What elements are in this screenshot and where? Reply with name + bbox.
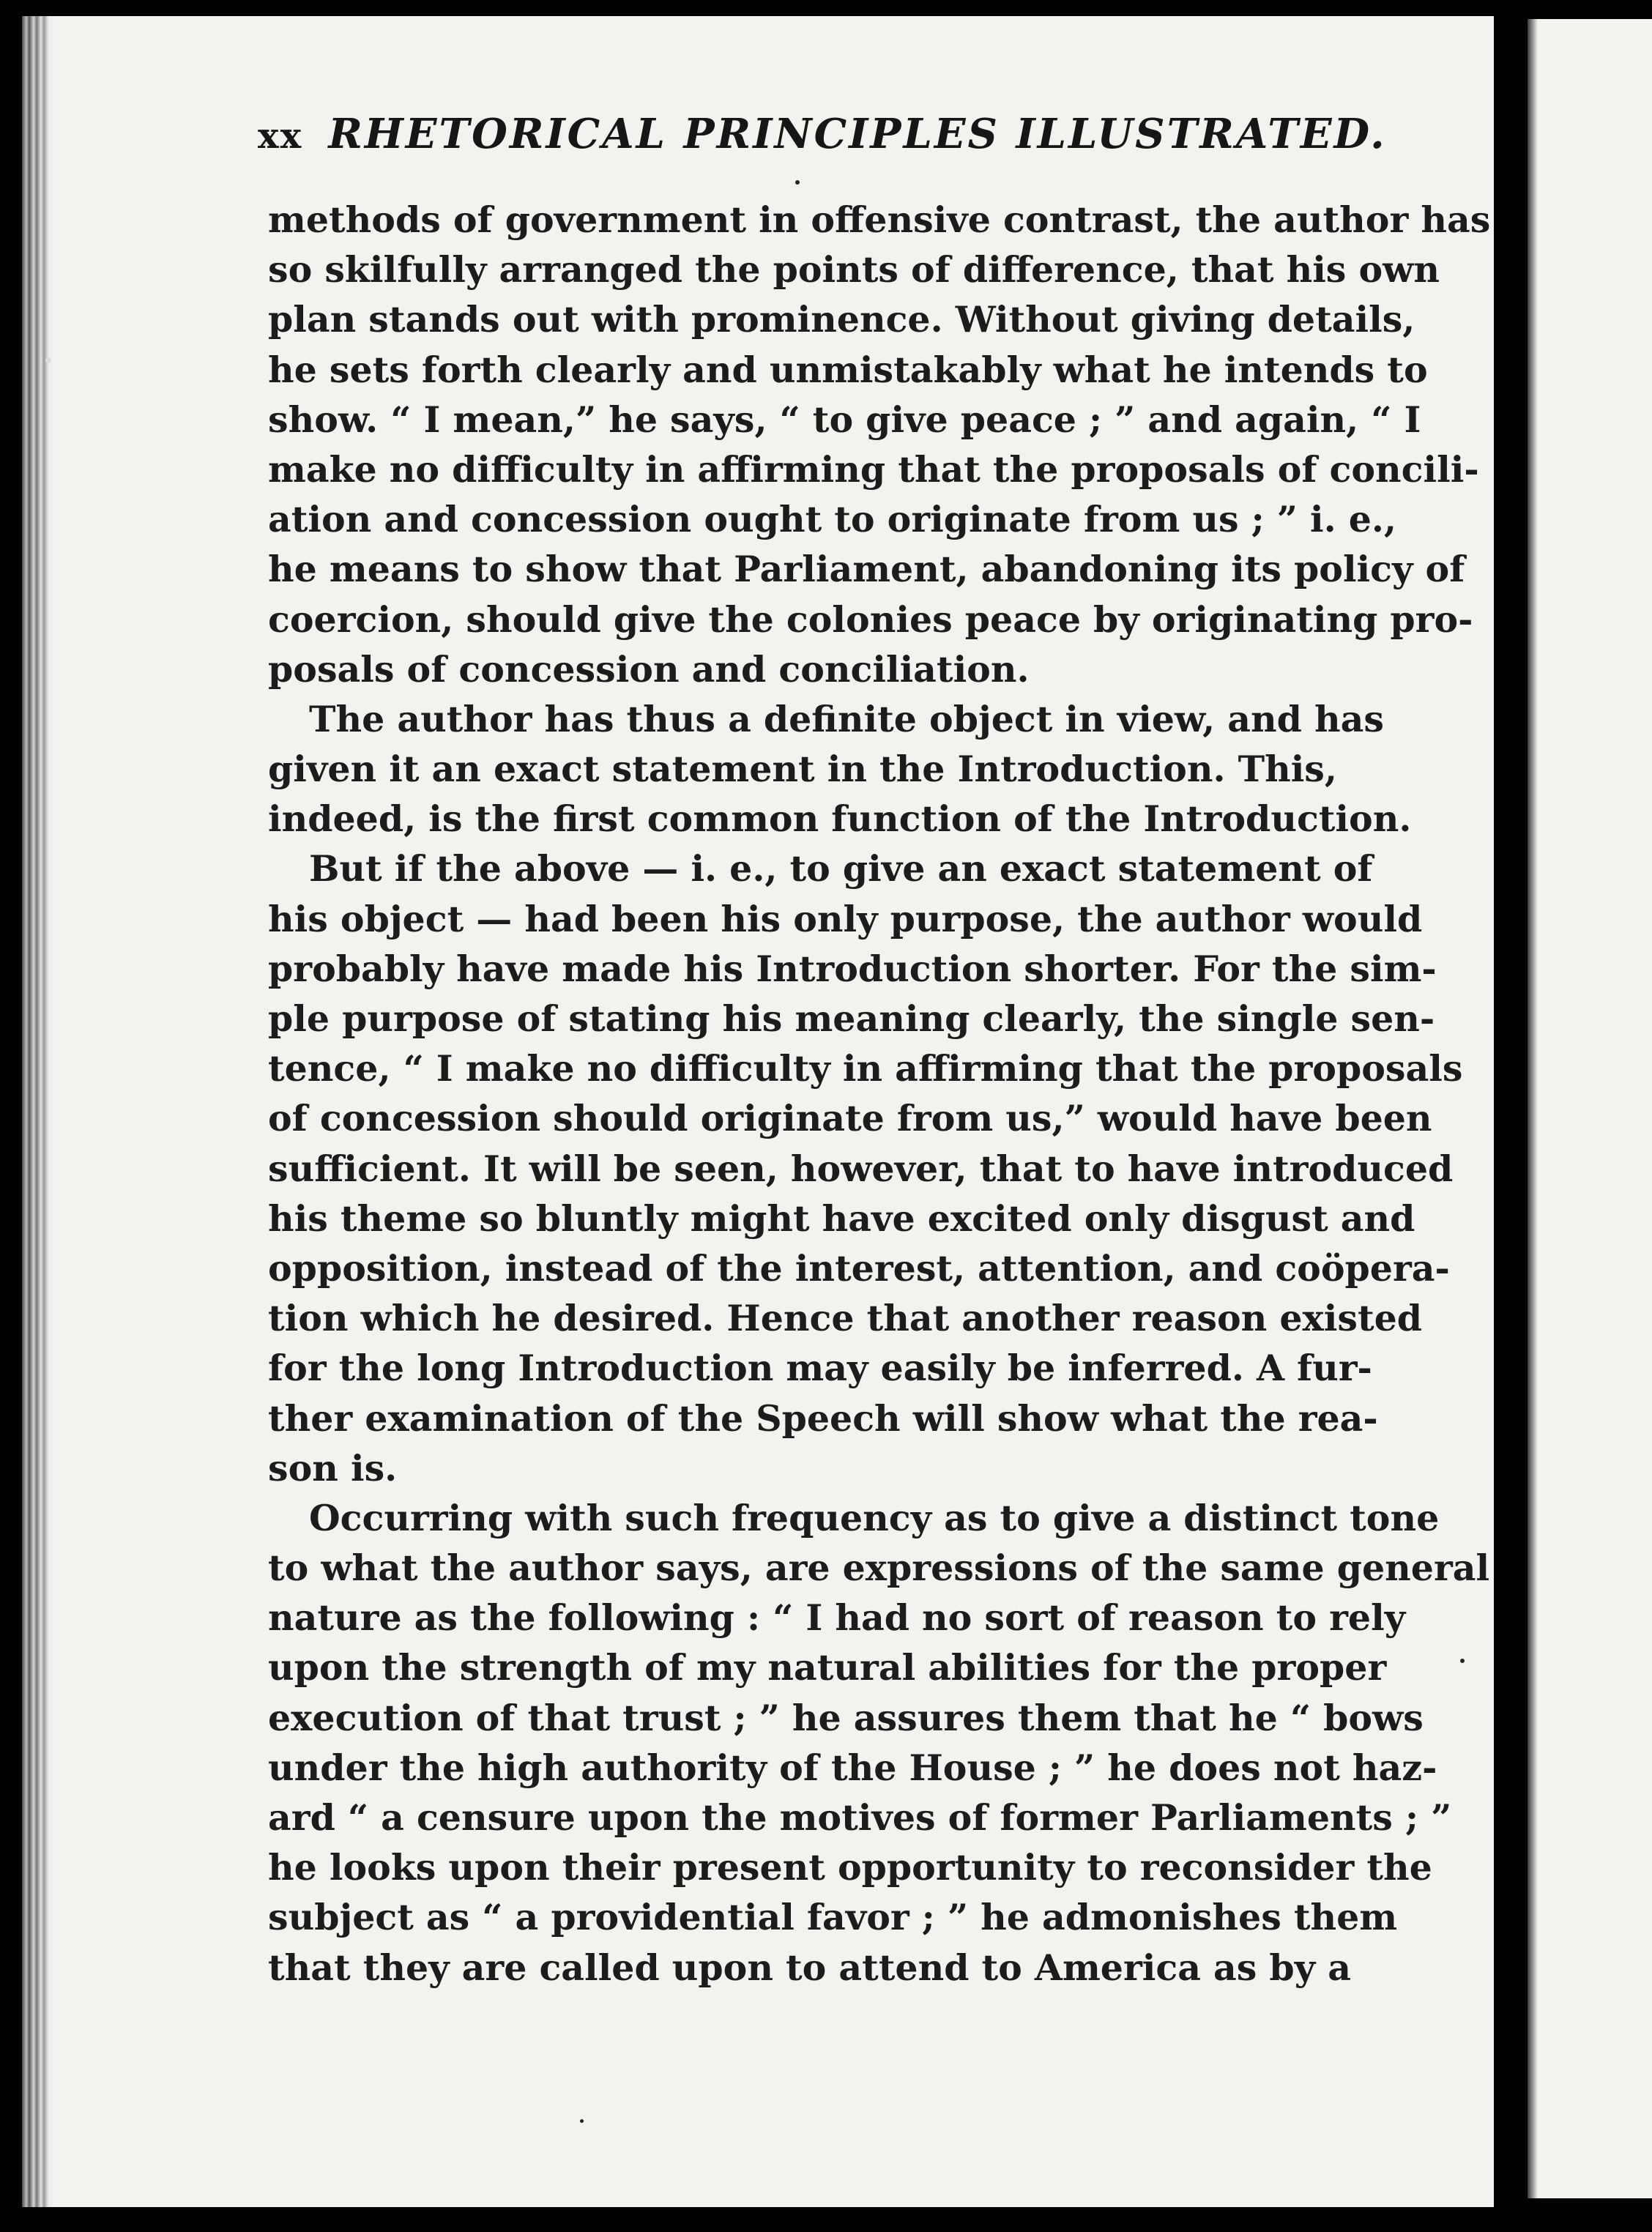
text-line: given it an exact statement in the Introduction. This,: [268, 748, 1337, 791]
text-line: ther examination of the Speech will show what the rea-: [268, 1396, 1378, 1440]
text-line: The author has thus a definite object in view, and has: [309, 697, 1384, 740]
text-line: opposition, instead of the interest, attention, and coöpera-: [268, 1246, 1450, 1290]
text-line: he looks upon their present opportunity to reconsider the: [268, 1846, 1432, 1889]
text-line: methods of government in offensive contrast, the author has: [268, 198, 1491, 241]
text-line: show. “ I mean,” he says, “ to give peace ; ” and again, “ I: [268, 398, 1421, 441]
page-number: xx: [258, 116, 303, 157]
text-line: tion which he desired. Hence that another reason existed: [268, 1297, 1423, 1340]
text-line: ple purpose of stating his meaning clearly, the single sen-: [268, 997, 1435, 1040]
text-line: so skilfully arranged the points of difference, that his own: [268, 248, 1440, 291]
facing-page-edge: [1528, 19, 1652, 2198]
text-line: Occurring with such frequency as to give a distinct tone: [309, 1496, 1440, 1539]
text-line: posals of concession and conciliation.: [268, 647, 1030, 691]
paragraph-3: [268, 844, 1463, 1492]
text-line: coercion, should give the colonies peace by originating pro-: [268, 598, 1473, 641]
text-line: But if the above — i. e., to give an exact statement of: [309, 847, 1373, 890]
text-line: subject as “ a providential favor ; ” he admonishes them: [268, 1896, 1398, 1939]
paragraph-1: [268, 195, 1491, 694]
text-line: execution of that trust ; ” he assures them that he “ bows: [268, 1696, 1424, 1739]
running-header: [258, 110, 1387, 168]
running-title: RHETORICAL PRINCIPLES ILLUSTRATED.: [328, 110, 1387, 158]
book-gutter: [1494, 0, 1528, 2232]
text-line: his object — had been his only purpose, the author would: [268, 897, 1423, 940]
text-line: upon the strength of my natural abilities for the proper: [268, 1646, 1387, 1689]
paragraph-4: [268, 1493, 1490, 1993]
page-edge-stack: [22, 16, 54, 2207]
text-line: son is.: [268, 1446, 398, 1489]
text-line: probably have made his Introduction shorter. For the sim-: [268, 947, 1437, 990]
text-line: plan stands out with prominence. Without giving details,: [268, 298, 1415, 341]
text-line: indeed, is the first common function of the Introduction.: [268, 797, 1412, 841]
text-line: he sets forth clearly and unmistakably what he intends to: [268, 348, 1428, 391]
text-line: nature as the following : “ I had no sort of reason to rely: [268, 1596, 1406, 1640]
text-line: tence, “ I make no difficulty in affirming that the proposals: [268, 1047, 1463, 1090]
text-line: his theme so bluntly might have excited only disgust and: [268, 1197, 1415, 1240]
body-text: [268, 195, 1491, 1993]
text-line: ard “ a censure upon the motives of former Parliaments ; ”: [268, 1796, 1452, 1839]
text-line: for the long Introduction may easily be inferred. A fur-: [268, 1347, 1372, 1390]
text-line: ation and concession ought to originate from us ; ” i. e.,: [268, 498, 1397, 541]
text-line: to what the author says, are expressions of the same general: [268, 1547, 1490, 1590]
text-line: that they are called upon to attend to America as by a: [268, 1946, 1351, 1989]
text-line: make no difficulty in affirming that the proposals of concili-: [268, 447, 1479, 491]
text-line: sufficient. It will be seen, however, that to have introduced: [268, 1147, 1454, 1190]
text-line: of concession should originate from us,” would have been: [268, 1097, 1432, 1140]
paragraph-2: [268, 694, 1412, 844]
facing-page-shadow: [1528, 19, 1538, 2198]
text-line: he means to show that Parliament, abandoning its policy of: [268, 548, 1465, 591]
text-line: under the high authority of the House ; ” he does not haz-: [268, 1746, 1437, 1789]
